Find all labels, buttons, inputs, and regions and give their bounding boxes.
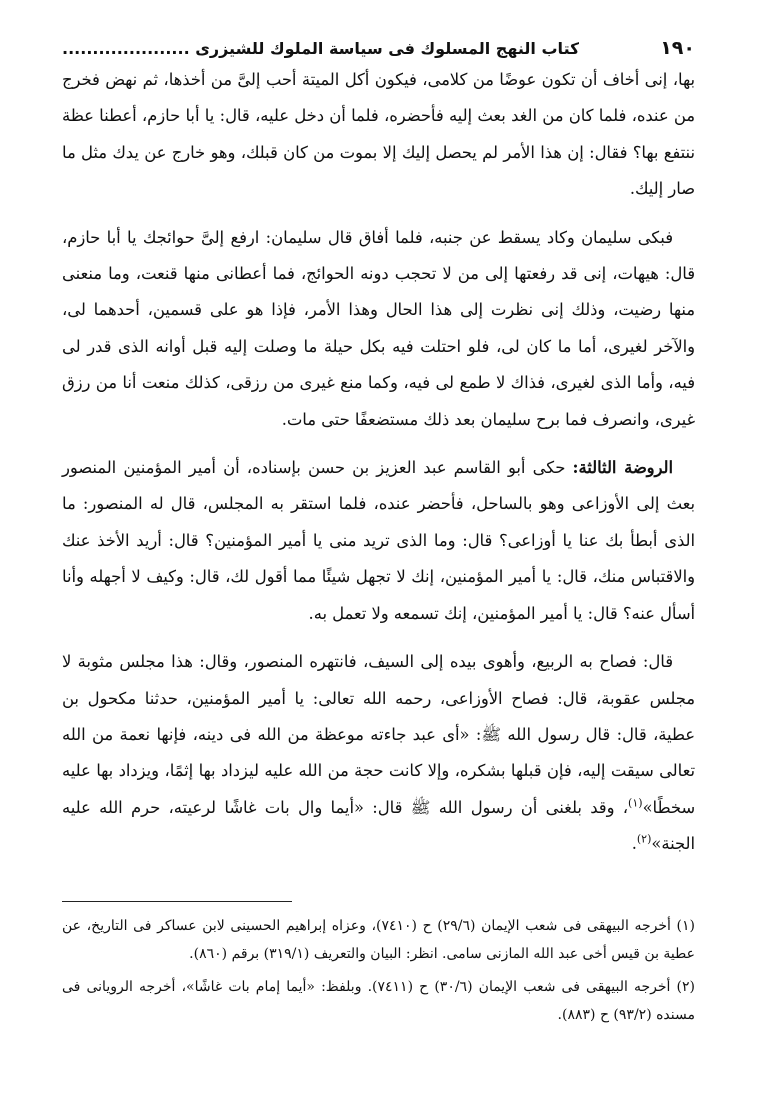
page-number: ١٩٠	[660, 37, 695, 59]
footnotes	[62, 912, 695, 1030]
paragraph-text: فبكى سليمان وكاد يسقط عن جنبه، فلما أفاق قال سليمان: ارفع إلىَّ حوائجك يا أبا حازم، قال: هيهات، إنى قد رفعتها إلى من لا تحجب دونه الحوائج، فما أعطانى منها قنعت، وما منعنى منها رضيت، وذلك إنى نظرت إلى هذا الحال وهذا الأمر، فإذا هو على قسمين، أحدهما لى، والآخر لغيرى، أما ما كان لى، فلو احتلت فيه بكل حيلة ما وصلت إليه قبل أوانه الذى قدر لى فيه، وأما الذى لغيرى، فذاك لا طمع لى فيه، وكما منع غيرى من رزقى، كذلك منعت أنا من رزق غيرى، وانصرف فما برح سليمان بعد ذلك مستضعفًا حتى مات.	[62, 227, 695, 429]
footnote-2: (٢) أخرجه البيهقى فى شعب الإيمان (٣٠/٦) ح (٧٤١١). وبلفظ: «أيما إمام بات غاشًا»، أخرجه الرويانى فى مسنده (٩٣/٢) ح (٨٨٣).	[62, 978, 695, 1024]
paragraph-text-end: .	[631, 834, 637, 854]
footnote-ref-2[interactable]: (٢)	[636, 832, 652, 846]
footnote-1: (١) أخرجه البيهقى فى شعب الإيمان (٢٩/٦) ح (٧٤١٠)، وعزاه إبراهيم الحسينى لابن عساكر فى التاريخ، عن عطية بن قيس أخى عبد الله المازنى سامى. انظر: البيان والتعريف (٣١٩/١) برقم (٨٦٠).	[62, 917, 695, 963]
paragraph-2	[62, 220, 695, 438]
paragraph-text: حكى أبو القاسم عبد العزيز بن حسن بإسناده، أن أمير المؤمنين المنصور بعث إلى الأوزاعى وهو بالساحل، فأحضر عنده، فلما استقر به المجلس، قال له المنصور: ما الذى أبطأ بك عنا يا أوزاعى؟ قال: وما الذى تريد منى يا أمير المؤمنين؟ قال: أريد الأخذ عنك والاقتباس منك، قال: يا أمير المؤمنين، إنك لا تجهل شيئًا مما أقول لك، قال: وكيف لا أجهله وأنا أسأل عنه؟ قال: يا أمير المؤمنين، إنك تسمعه ولا تعمل به.	[62, 458, 695, 623]
footnote-ref-1[interactable]: (١)	[628, 796, 643, 810]
paragraph-text-cont: ، وقد بلغنى أن رسول الله ﷺ قال: «أيما وال بات غاشًا لرعيته، حرم الله عليه الجنة»	[62, 797, 695, 854]
footnote-divider	[62, 901, 292, 902]
paragraph-text: بها، إنى أخاف أن تكون عوضًا من كلامى، فيكون أكل الميتة أحب إلىَّ من أخذها، ثم نهض فخرج من عنده، فلما كان من الغد بعث إليه فأحضره، فلما أن دخل عليه، قال: يا أبا حازم، أعطنا عظة ننتفع بها؟ فقال: إن هذا الأمر لم يحصل إليك إلا بموت من كان قبلك، وهو خارج عن يدك مثل ما صار إليك.	[62, 70, 695, 199]
book-title: كتاب النهج المسلوك فى سياسة الملوك للشيزرى .....................	[62, 39, 580, 58]
paragraph-3	[62, 450, 695, 632]
main-text	[62, 62, 695, 863]
paragraph-text: قال: فصاح به الربيع، وأهوى بيده إلى السيف، فانتهره المنصور، وقال: هذا مجلس مثوبة لا مجلس عقوبة، قال: فصاح الأوزاعى، رحمه الله تعالى: يا أمير المؤمنين، حدثنا مكحول بن عطية، قال: قال رسول الله ﷺ: «أى عبد جاءته موعظة من الله فى دينه، فإنها نعمة من الله تعالى سيقت إليه، فإن قبلها بشكره، وإلا كانت حجة من الله عليه ليزداد بها إثمًا، ويزداد بها عليه سخطًا»	[62, 652, 695, 817]
paragraph-1	[62, 62, 695, 208]
paragraph-4	[62, 644, 695, 862]
running-header	[62, 34, 695, 62]
section-heading-rawda-3: الروضة الثالثة:	[572, 458, 673, 478]
